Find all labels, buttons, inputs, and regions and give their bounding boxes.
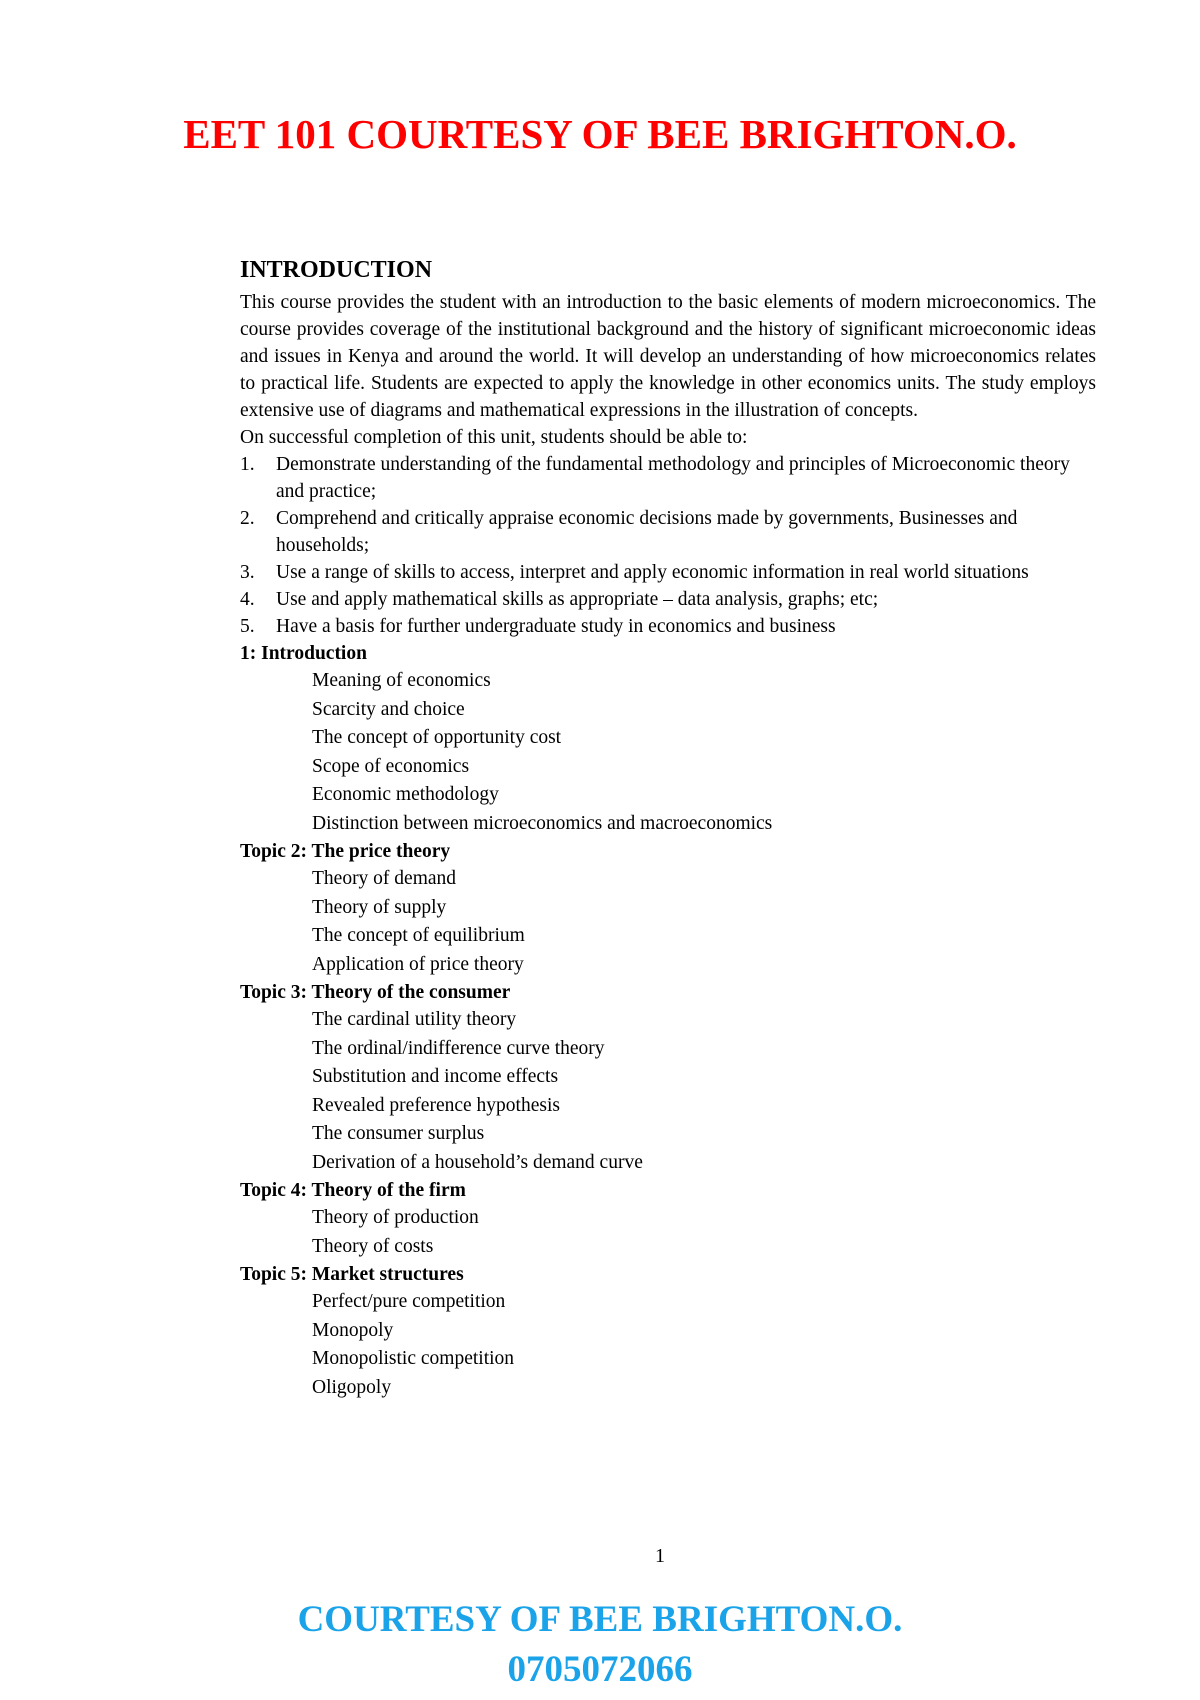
objective-text: Have a basis for further undergraduate study in economics and business xyxy=(276,616,836,637)
topic-item: The ordinal/indifference curve theory xyxy=(312,1037,605,1059)
topic-item: Application of price theory xyxy=(312,953,524,975)
topic-item: The cardinal utility theory xyxy=(312,1009,517,1030)
topic-section-2 xyxy=(240,838,1096,979)
topic-item: Theory of demand xyxy=(312,868,457,889)
page-number: 1 xyxy=(655,1545,665,1567)
topic-title: Topic 3: Theory of the consumer xyxy=(240,982,511,1003)
objective-number: 1. xyxy=(240,454,255,475)
objective-item xyxy=(240,505,1096,559)
objective-number: 5. xyxy=(240,616,255,637)
topic-item: Distinction between microeconomics and macroeconomics xyxy=(312,812,773,834)
topic-items xyxy=(240,667,1096,838)
objective-item xyxy=(240,451,1096,505)
objective-number: 3. xyxy=(240,562,255,583)
objective-item xyxy=(240,586,1096,613)
objective-item xyxy=(240,613,1096,640)
topic-item: Monopolistic competition xyxy=(312,1348,515,1369)
footer-courtesy-line: COURTESY OF BEE BRIGHTON.O. xyxy=(297,1599,903,1640)
topic-items xyxy=(240,865,1096,979)
topic-title: 1: Introduction xyxy=(240,643,367,664)
topic-item: The consumer surplus xyxy=(312,1123,485,1144)
topic-title: Topic 2: The price theory xyxy=(240,841,451,862)
topic-item: Economic methodology xyxy=(312,784,499,805)
topic-section-4 xyxy=(240,1177,1096,1261)
topic-item: Meaning of economics xyxy=(312,670,491,691)
objectives-lead: On successful completion of this unit, students should be able to: xyxy=(240,427,748,448)
objective-text: Comprehend and critically appraise economic decisions made by governments, Businesses and households; xyxy=(276,508,1018,556)
objective-text: Demonstrate understanding of the fundamental methodology and principles of Microeconomic theory and practice; xyxy=(276,454,1070,502)
objective-number: 4. xyxy=(240,589,255,610)
topic-item: Derivation of a household’s demand curve xyxy=(312,1151,643,1173)
objective-text: Use and apply mathematical skills as appropriate – data analysis, graphs; etc; xyxy=(276,589,879,610)
topic-item: Theory of supply xyxy=(312,896,447,918)
topic-item: Substitution and income effects xyxy=(312,1066,559,1087)
topic-items xyxy=(240,1006,1096,1177)
topic-title: Topic 5: Market structures xyxy=(240,1264,464,1285)
topic-title: Topic 4: Theory of the firm xyxy=(240,1180,466,1201)
topic-item: Perfect/pure competition xyxy=(312,1291,506,1312)
topic-section-1 xyxy=(240,640,1096,838)
topic-item: Oligopoly xyxy=(312,1376,392,1398)
topic-item: Theory of costs xyxy=(312,1235,434,1257)
page-header-title: EET 101 COURTESY OF BEE BRIGHTON.O. xyxy=(183,111,1017,157)
topic-item: Monopoly xyxy=(312,1319,394,1341)
topic-item: Scarcity and choice xyxy=(312,698,465,720)
topic-item: The concept of equilibrium xyxy=(312,925,525,946)
topic-items xyxy=(240,1204,1096,1261)
introduction-paragraph: This course provides the student with an introduction to the basic elements of modern microeconomics. The course provides coverage of the institutional background and the history of significant microeconomic ideas and issues in Kenya and around the world. It will develop an understanding of how microeconomics relates to practical life. Students are expected to apply the knowledge in other economics units. The study employs extensive use of diagrams and mathematical expressions in the illustration of concepts. xyxy=(240,292,1096,421)
topic-item: Theory of production xyxy=(312,1207,479,1228)
topic-item: Scope of economics xyxy=(312,755,470,777)
topic-item: The concept of opportunity cost xyxy=(312,727,562,748)
footer-phone-number: 0705072066 xyxy=(507,1649,693,1690)
objective-text: Use a range of skills to access, interpret and apply economic information in real world situations xyxy=(276,562,1029,583)
objective-number: 2. xyxy=(240,508,255,529)
topic-section-5 xyxy=(240,1261,1096,1402)
topic-item: Revealed preference hypothesis xyxy=(312,1094,560,1116)
introduction-heading: INTRODUCTION xyxy=(240,257,433,283)
objectives-list xyxy=(240,451,1096,640)
document-body xyxy=(240,255,1096,1402)
topic-items xyxy=(240,1288,1096,1402)
objective-item xyxy=(240,559,1096,586)
page-footer xyxy=(0,1595,1200,1695)
topic-section-3 xyxy=(240,979,1096,1177)
